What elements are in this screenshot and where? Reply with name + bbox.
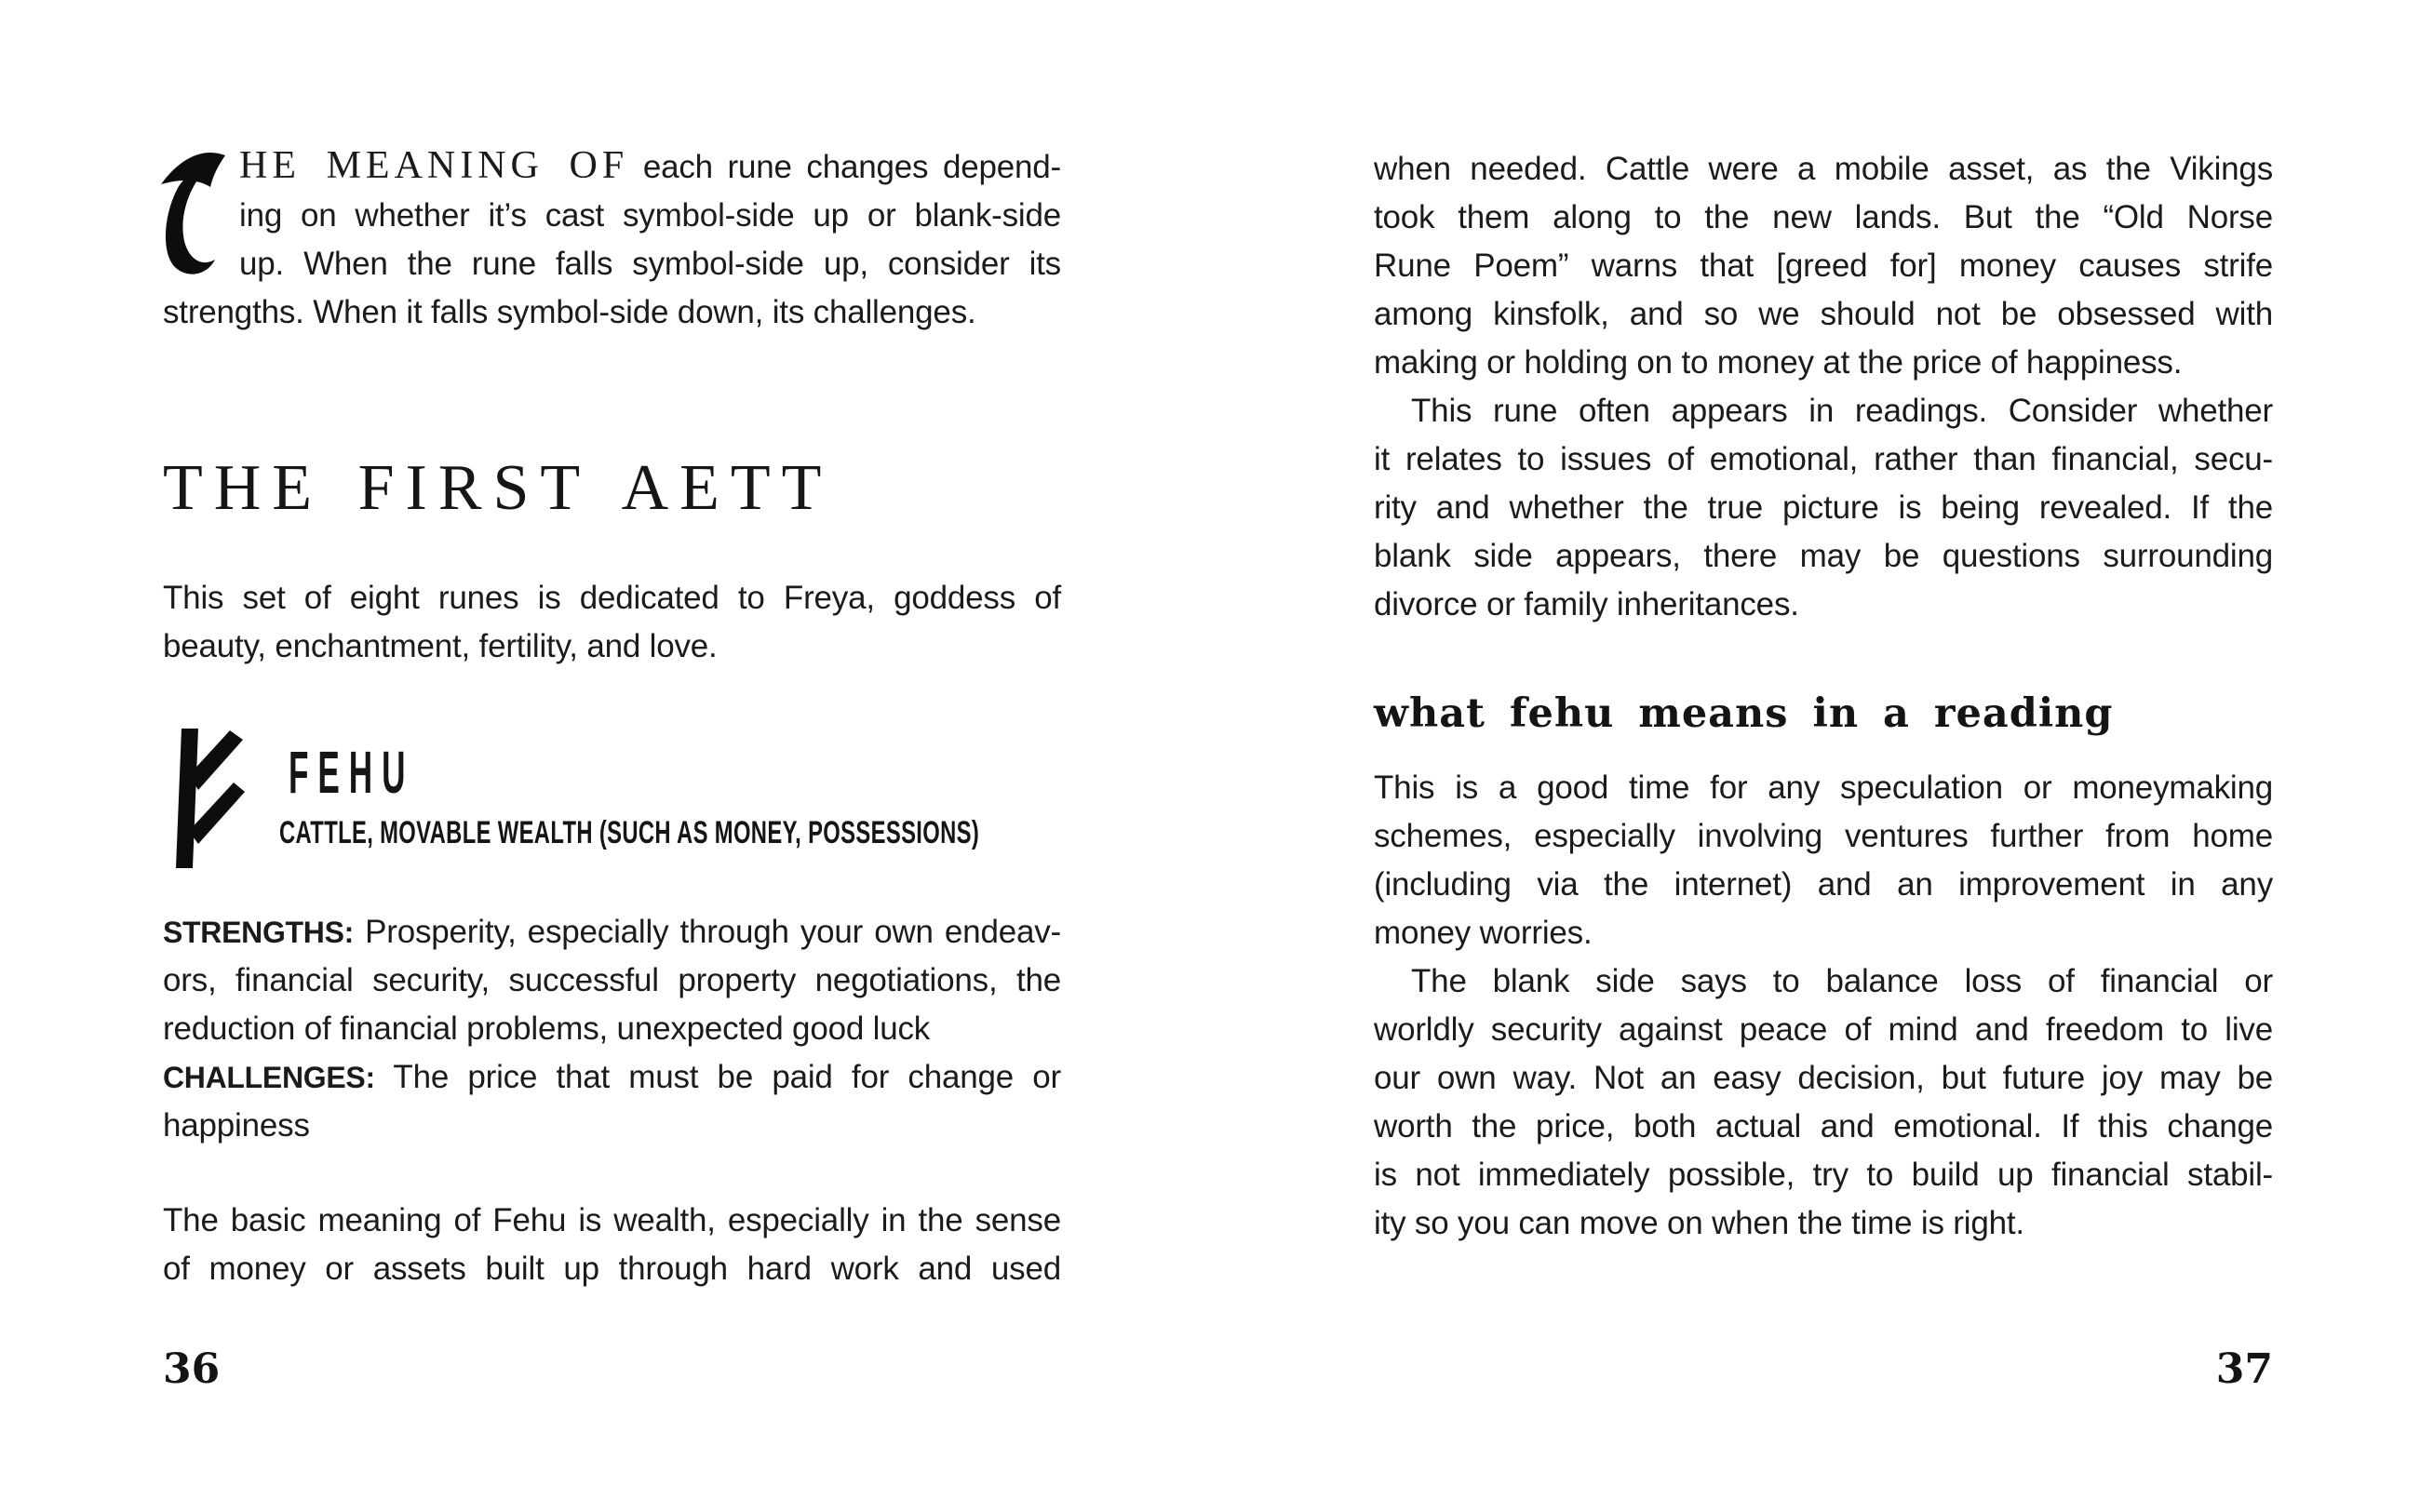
- section-intro-paragraph: [163, 574, 1061, 671]
- rune-name: FEHU: [289, 739, 415, 806]
- blank-side-first-line: The blank side says to balance loss of financial or: [1411, 963, 2273, 999]
- attributes-paragraph: [163, 908, 1061, 1150]
- continuation-lines: when needed. Cattle were a mobile asset, as the Vikings took them along to the new lands. But the “Old Norse Rune Poem” warns that [greed for] money causes strife among kinsfolk, and so we should not be obsessed with: [1374, 151, 2273, 332]
- challenges-line-1-rest: The price that must be paid for change or: [393, 1059, 1061, 1095]
- strengths-line-1: [163, 908, 1061, 957]
- challenges-label: CHALLENGES:: [163, 1061, 375, 1094]
- section-intro-lines: This set of eight runes is dedicated to Freya, goddess of: [163, 580, 1061, 616]
- readings-first-line: This rune often appears in readings. Consider whether: [1411, 393, 2273, 429]
- rune-subtitle: CATTLE, MOVABLE WEALTH (SUCH AS MONEY, POSSESSIONS): [279, 815, 980, 850]
- strengths-label: STRENGTHS:: [163, 916, 355, 949]
- continuation-paragraph: [1374, 145, 2273, 387]
- intro-line-1-rest: each rune changes depend-: [642, 149, 1061, 185]
- strengths-last-line: reduction of financial problems, unexpected good luck: [163, 1010, 931, 1047]
- readings-lines: it relates to issues of emotional, rather than financial, secu- rity and whether the true picture is being revealed. If the blank side appears, there may be questions surrounding: [1374, 441, 2273, 574]
- blank-side-last-line: ity so you can move on when the time is right.: [1374, 1205, 2024, 1241]
- fehu-rune-block: [163, 729, 1061, 877]
- section-intro-last-line: beauty, enchantment, fertility, and love.: [163, 628, 718, 664]
- strengths-lines: ors, financial security, successful property negotiations, the: [163, 962, 1061, 998]
- intro-paragraph: [163, 141, 1061, 337]
- page-number-left: 36: [163, 1345, 221, 1393]
- intro-last-line: strengths. When it falls symbol-side down, its challenges.: [163, 294, 976, 330]
- good-time-paragraph: [1374, 764, 2273, 957]
- intro-lines: ing on whether it’s cast symbol-side up or blank-side up. When the rune falls symbol-side up, consider its: [239, 197, 1061, 282]
- continuation-last-line: making or holding on to money at the price of happiness.: [1374, 344, 2183, 381]
- challenges-last-line: happiness: [163, 1107, 310, 1144]
- page-37: [1210, 0, 2420, 1512]
- basic-meaning-paragraph: [163, 1197, 1061, 1293]
- blank-side-paragraph: [1374, 957, 2273, 1248]
- good-time-lines: This is a good time for any speculation or moneymaking schemes, especially involving ventures further from home (including via the internet) and an improvement in any: [1374, 769, 2273, 903]
- section-heading: THE FIRST AETT: [163, 452, 833, 524]
- page-number-right: 37: [2215, 1345, 2273, 1393]
- challenges-line-1: [163, 1053, 1061, 1102]
- readings-paragraph: [1374, 387, 2273, 629]
- fehu-rune-icon: [172, 729, 250, 868]
- strengths-line-1-rest: Prosperity, especially through your own endeav-: [365, 914, 1061, 950]
- reading-heading: what fehu means in a reading: [1374, 690, 2114, 737]
- intro-smallcaps: HE MEANING OF: [239, 144, 629, 187]
- blank-side-lines: worldly security against peace of mind and freedom to live our own way. Not an easy decision, but future joy may be worth the price, both actual and emotional. If this change is not immediately possible, try to build up financial stabil-: [1374, 1011, 2273, 1193]
- intro-line-1: [163, 141, 1061, 192]
- readings-last-line: divorce or family inheritances.: [1374, 586, 1799, 622]
- good-time-last-line: money worries.: [1374, 915, 1593, 951]
- basic-meaning-lines: The basic meaning of Fehu is wealth, especially in the sense of money or assets built up through hard work and used: [163, 1202, 1061, 1287]
- dropcap-T-icon: [159, 143, 226, 281]
